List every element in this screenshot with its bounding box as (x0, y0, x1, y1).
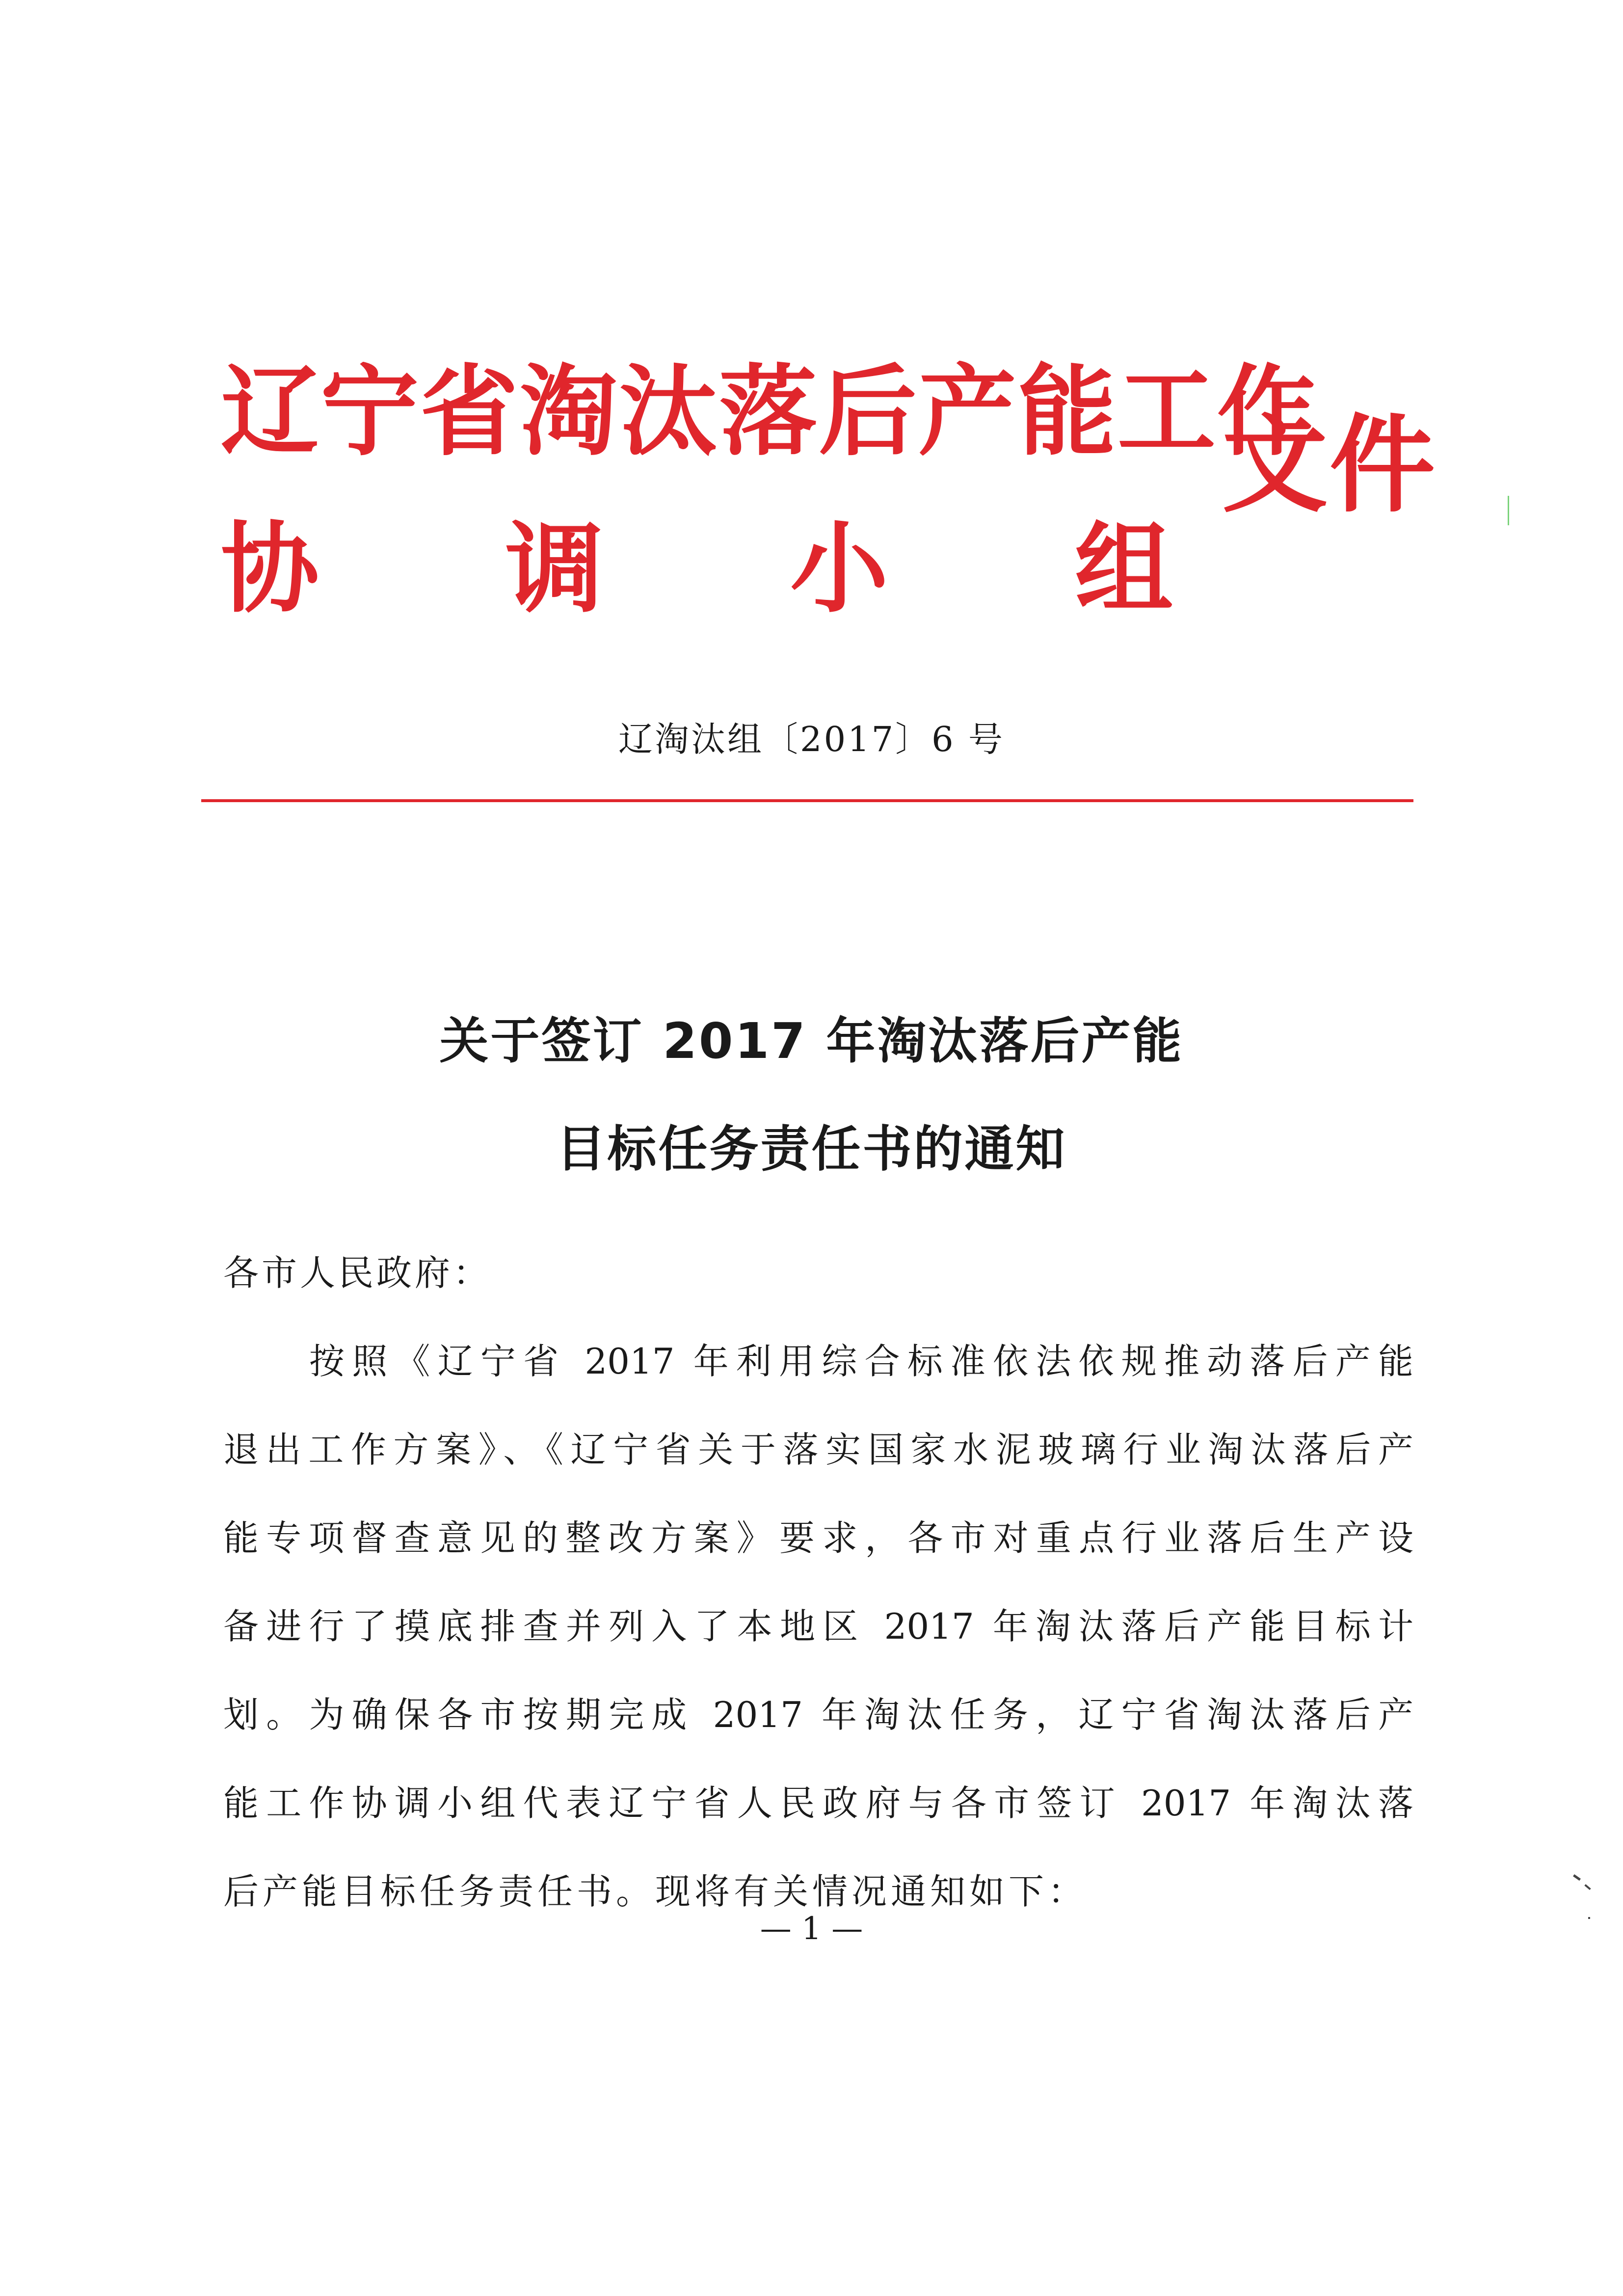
issuer-char: 协 (221, 512, 319, 626)
notice-title-line2: 目标任务责任书的通知 (556, 1120, 1067, 1178)
body-text-line: 划。为确保各市按期完成 2017 年淘汰任务，辽宁省淘汰落后产 (223, 1694, 1413, 1735)
scan-artifact (1573, 1874, 1581, 1881)
body-text-line: 能工作协调小组代表辽宁省人民政府与各市签订 2017 年淘汰落 (223, 1783, 1413, 1824)
page-number: — 1 — (760, 1911, 863, 1947)
document-type-label: 文件 (1222, 404, 1437, 527)
scan-artifact (1508, 496, 1509, 525)
salutation: 各市人民政府： (223, 1252, 492, 1294)
scan-artifact (1588, 1917, 1590, 1919)
scan-artifact (1584, 1884, 1591, 1890)
issuer-char: 小 (790, 512, 888, 626)
notice-title-line1: 关于签订 2017 年淘汰落后产能 (439, 1012, 1184, 1070)
body-text-line: 按照《辽宁省 2017 年利用综合标准依法依规推动落后产能 (309, 1341, 1413, 1382)
document-number: 辽淘汰组〔2017〕6 号 (618, 719, 1005, 759)
issuer-name-line1: 辽宁省淘汰落后产能工作 (221, 355, 1317, 469)
body-text-line: 退出工作方案》、《辽宁省关于落实国家水泥玻璃行业淘汰落后产 (223, 1429, 1413, 1470)
body-text-line: 能专项督查意见的整改方案》要求，各市对重点行业落后生产设 (223, 1517, 1413, 1559)
body-text-line: 后产能目标任务责任书。现将有关情况通知如下： (223, 1871, 1088, 1912)
body-text-line: 备进行了摸底排查并列入了本地区 2017 年淘汰落后产能目标计 (223, 1606, 1413, 1647)
issuer-char: 调 (505, 512, 604, 626)
red-divider-line (201, 799, 1413, 802)
issuer-name-line2 (221, 512, 1173, 626)
issuer-char: 组 (1074, 512, 1173, 626)
